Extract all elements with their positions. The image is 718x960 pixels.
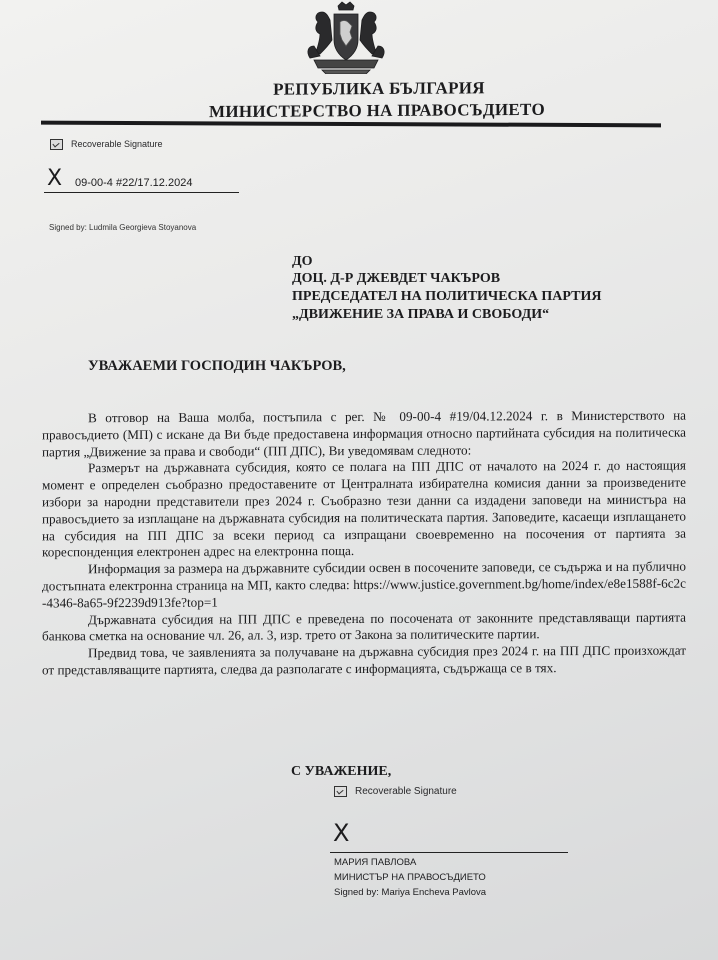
signer-title: МИНИСТЪР НА ПРАВОСЪДИЕТО [334, 872, 486, 883]
signature-icon [50, 139, 63, 150]
signature-icon [334, 786, 347, 797]
addressee-party: „ДВИЖЕНИЕ ЗА ПРАВА И СВОБОДИ“ [292, 307, 550, 322]
body-paragraph-2: Размерът на държавната субсидия, която се полага на ПП ДПС от началото на 2024 г. до настоящия момент е определен съобразно предоставените от Централната избирателна комисия данни за произведените избори за народни представители през 2024 г. Съобразно тези данни са издадени заповеди на министъра на правосъдието за изплащане на държавната субсидия на политическата партия. Заповедите, касаещи изплащането на субсидия на ПП ДПС за всеки период са изпращани своевременно на посочения от партията за кореспонденция електронен адрес на електронна поща. [42, 457, 686, 560]
salutation: УВАЖАЕМИ ГОСПОДИН ЧАКЪРОВ, [88, 358, 346, 374]
body-paragraph-3: Информация за размера на държавните субсидии освен в посочените заповеди, се съдържа и на публично достъпната електронна страница на МП, както следва: https://www.justice.government.bg/home/index/e8e1588f-6c2c-4346-8a65-9f2239d913fe?top=1 [42, 558, 686, 611]
bottom-signature-mark: X [333, 819, 350, 847]
signer-name: МАРИЯ ПАВЛОВА [334, 857, 417, 868]
body-paragraph-5: Предвид това, че заявленията за получаване на държавна субсидия през 2024 г. на ПП ДПС произхождат от представляващите партията, следва да разполагате с информацията, съдържаща се в тях. [42, 642, 686, 678]
letterhead-country: РЕПУБЛИКА БЪЛГАРИЯ [273, 78, 485, 99]
body-paragraph-4: Държавната субсидия на ПП ДПС е преведена по посочената от законните представляващи партията банкова сметка на основание чл. 26, ал. 3, изр. трето от Закона за политическите партии. [42, 609, 686, 644]
top-signature-label [50, 139, 163, 150]
letterhead-ministry: МИНИСТЕРСТВО НА ПРАВОСЪДИЕТО [209, 99, 545, 122]
body-paragraph-1: В отговор на Ваша молба, постъпила с рег. № 09-00-4 #19/04.12.2024 г. в Министерството на правосъдието (МП) с искане да Ви бъде предоставена информация относно партийната субсидия на политическа партия „Движение за права и свободи“ (ПП ДПС), Ви уведомявам следното: [42, 407, 686, 459]
bottom-signature-line [330, 852, 568, 853]
addressee-to: ДО [292, 254, 313, 269]
bottom-signature-label-text: Recoverable Signature [355, 786, 457, 798]
closing: С УВАЖЕНИЕ, [291, 764, 392, 779]
coat-of-arms-icon [300, 0, 392, 74]
addressee-position: ПРЕДСЕДАТЕЛ НА ПОЛИТИЧЕСКА ПАРТИЯ [292, 289, 602, 304]
bottom-signed-by: Signed by: Mariya Encheva Pavlova [334, 887, 487, 898]
top-signature-line [44, 192, 239, 193]
top-signature-label-text: Recoverable Signature [71, 139, 163, 149]
top-signature-mark: X [47, 166, 63, 191]
letterhead-divider [41, 121, 661, 128]
bottom-signature-label [334, 786, 457, 797]
letter-body [42, 408, 686, 680]
top-signed-by: Signed by: Ludmila Georgieva Stoyanova [49, 223, 197, 232]
addressee-name: ДОЦ. Д-Р ДЖЕВДЕТ ЧАКЪРОВ [292, 271, 501, 286]
registration-number: 09-00-4 #22/17.12.2024 [75, 177, 193, 189]
